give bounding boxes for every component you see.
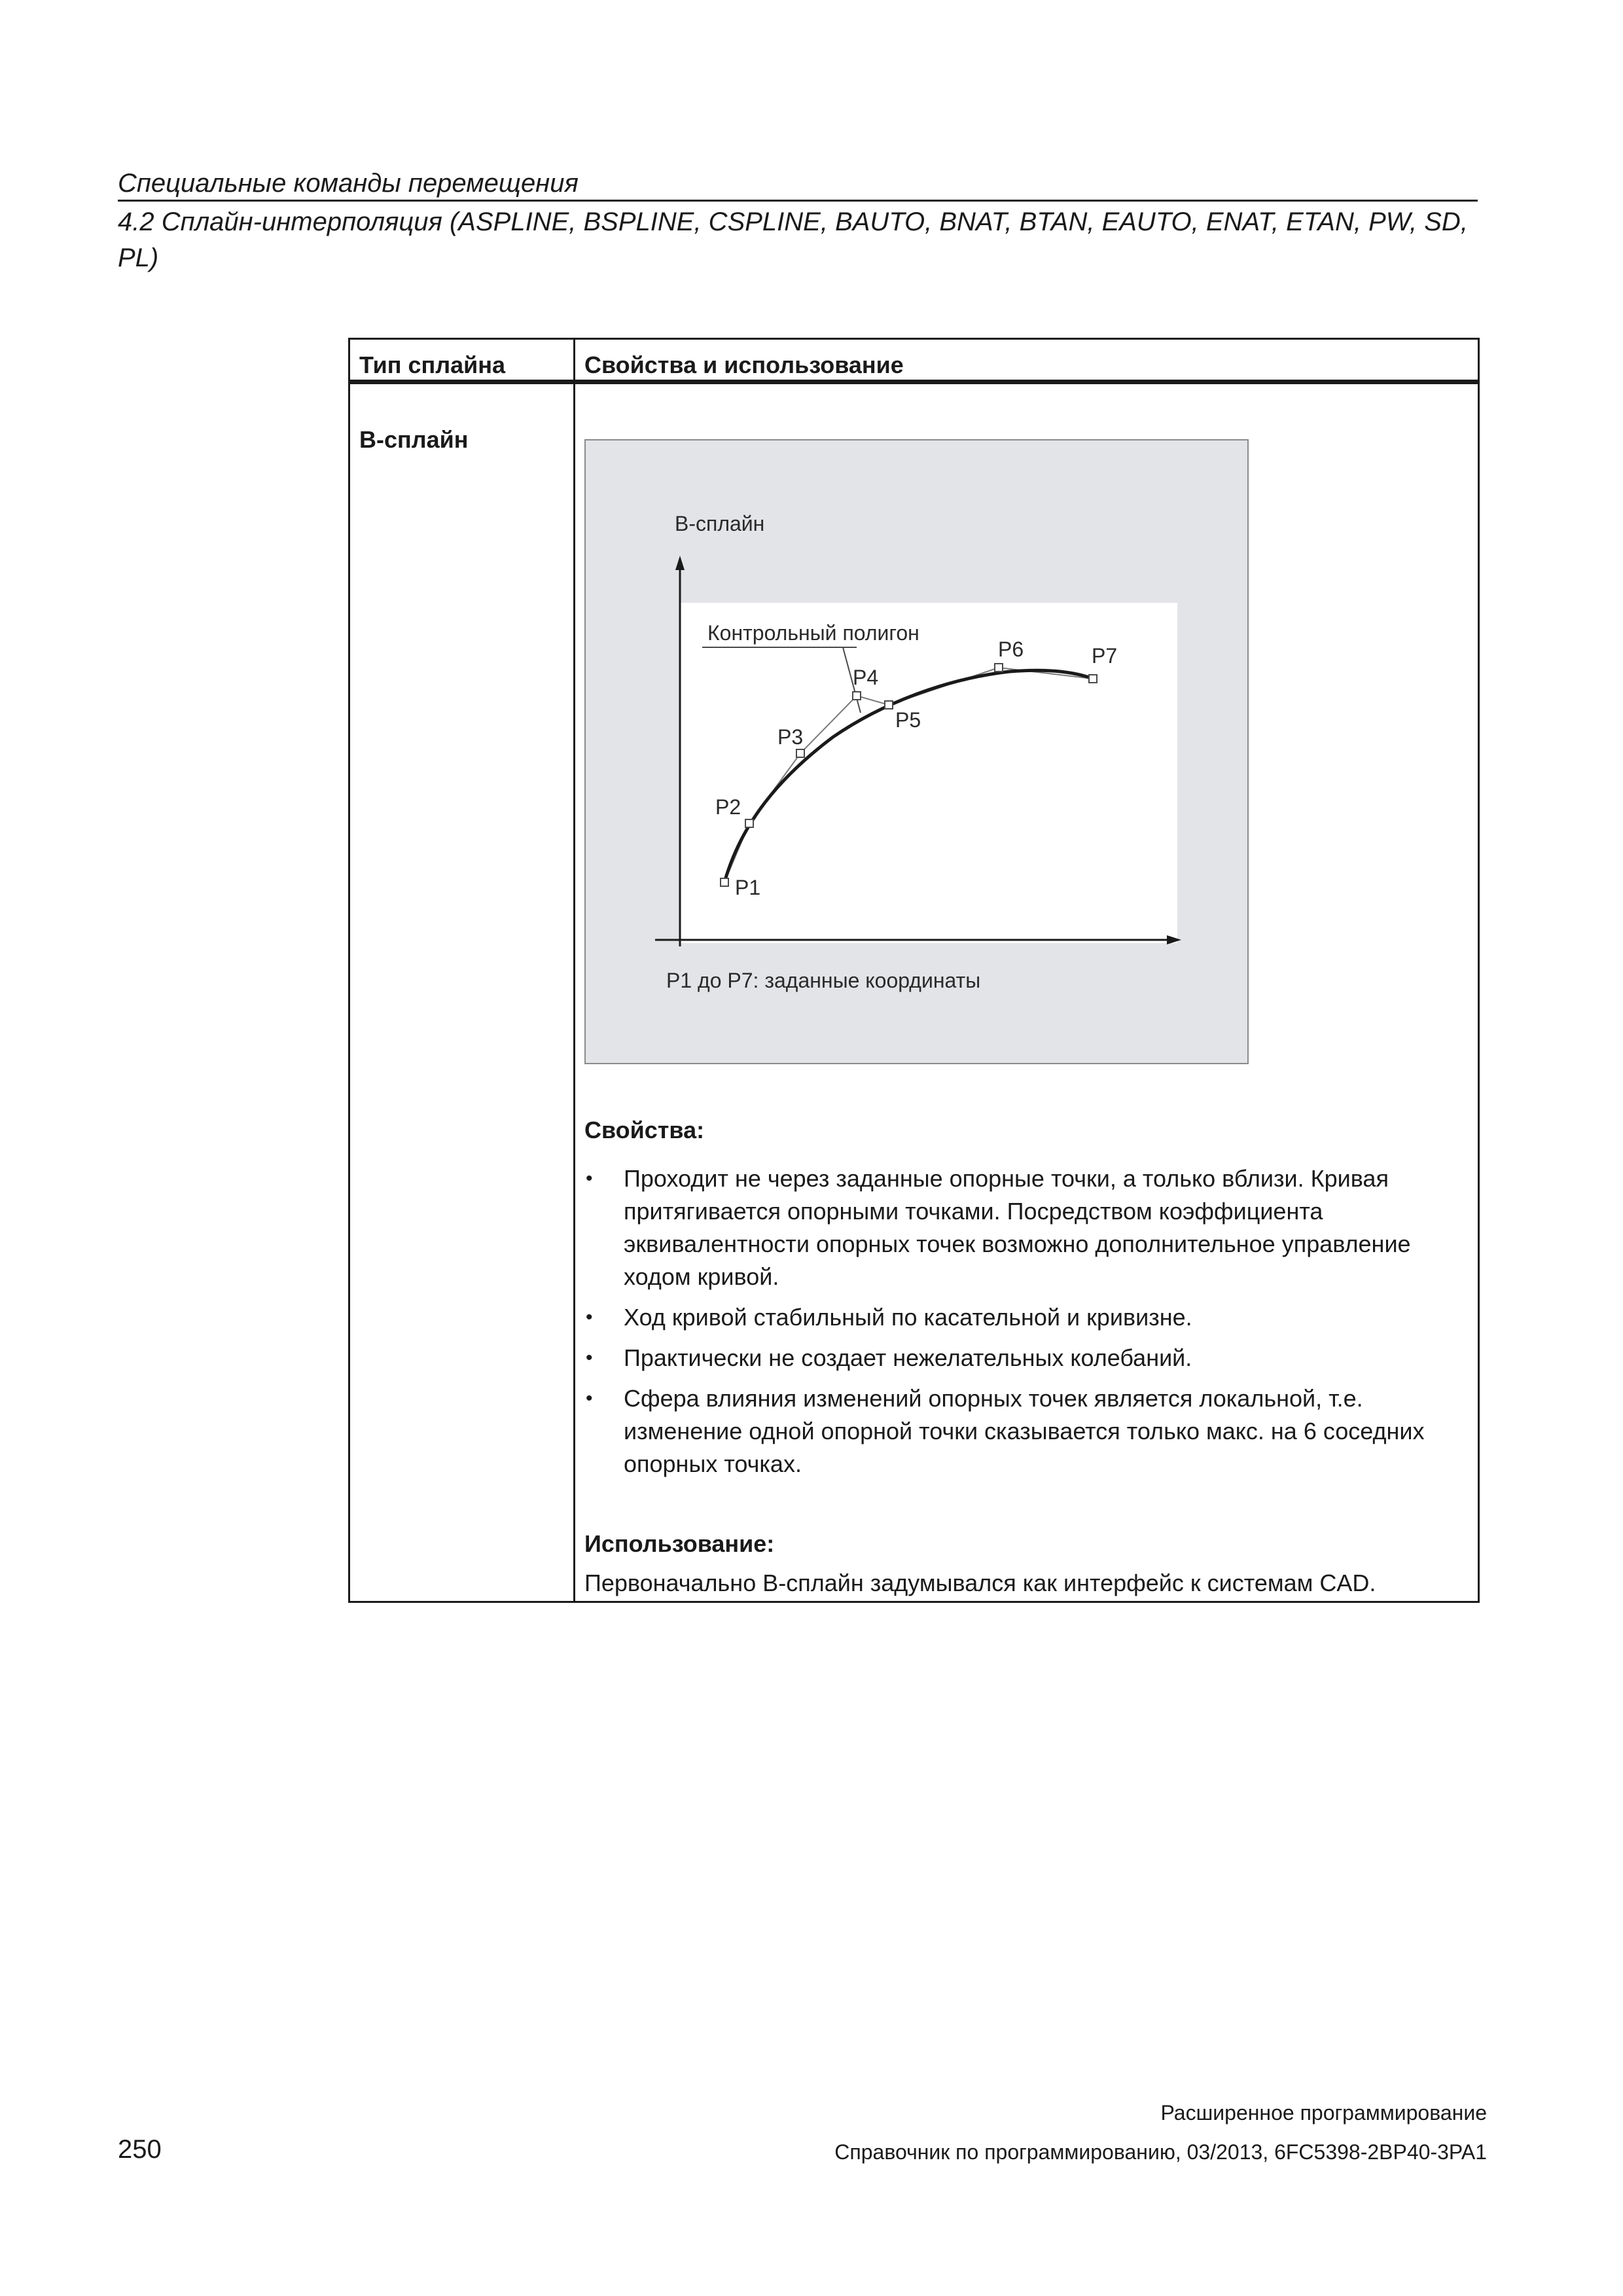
properties-heading: Свойства: [584, 1117, 705, 1143]
control-point-p6 [995, 664, 1003, 672]
usage-heading: Использование: [584, 1530, 775, 1557]
figure-caption: P1 до P7: заданные координаты [666, 969, 981, 992]
property-text: Практически не создает нежелательных колебаний. [624, 1344, 1192, 1371]
row-properties-cell [575, 382, 1479, 1602]
label-p2: P2 [715, 795, 741, 819]
footer-manual-title: Расширенное программирование [1160, 2101, 1487, 2125]
row-title: B-сплайн [359, 426, 469, 453]
control-point-p3 [796, 749, 804, 757]
bullet-icon: • [586, 1388, 593, 1409]
list-item [584, 1162, 1470, 1293]
property-text: Ход кривой стабильный по касательной и кривизне. [624, 1304, 1192, 1331]
control-point-p2 [745, 819, 753, 827]
control-point-p7 [1089, 675, 1097, 683]
list-item [584, 1301, 1470, 1334]
list-item [584, 1342, 1470, 1374]
bullet-icon: • [586, 1306, 593, 1328]
subsection-title: 4.2 Сплайн-интерполяция (ASPLINE, BSPLINE, CSPLINE, BAUTO, BNAT, BTAN, EAUTO, ENAT, ETAN, PW, SD, PL) [118, 207, 1468, 272]
bspline-diagram [584, 439, 1249, 1064]
table-header-row [349, 339, 1479, 382]
control-point-p1 [721, 878, 728, 886]
label-p7: P7 [1092, 644, 1118, 668]
properties-list [584, 1162, 1470, 1480]
control-polygon-label: Контрольный полигон [707, 621, 919, 645]
col-header-properties: Свойства и использование [575, 339, 1479, 382]
table-row [349, 382, 1479, 1602]
page-number: 250 [118, 2135, 162, 2164]
control-point-p4 [853, 692, 861, 700]
list-item [584, 1382, 1470, 1480]
label-p6: P6 [998, 637, 1024, 661]
row-spline-cell [349, 382, 575, 1602]
bullet-icon: • [586, 1168, 593, 1189]
label-p3: P3 [777, 725, 804, 749]
bullet-icon: • [586, 1347, 593, 1369]
label-p1: P1 [735, 876, 761, 899]
label-p5: P5 [895, 708, 921, 732]
control-point-p5 [885, 701, 893, 709]
footer-reference: Справочник по программированию, 03/2013, 6FC5398-2BP40-3PA1 [834, 2140, 1487, 2164]
spline-type-table [348, 338, 1480, 1603]
label-p4: P4 [853, 666, 879, 689]
bspline-figure [584, 439, 1249, 1064]
property-text: Сфера влияния изменений опорных точек является локальной, т.е. изменение одной опорной точки сказывается только макс. на 6 соседних опорных точках. [624, 1385, 1425, 1477]
figure-title: B-сплайн [675, 512, 765, 535]
section-title: Специальные команды перемещения [118, 169, 579, 198]
col-header-spline-type: Тип сплайна [349, 339, 575, 382]
header-divider [118, 200, 1478, 202]
property-text: Проходит не через заданные опорные точки, а только вблизи. Кривая притягивается опорными точками. Посредством коэффициента эквивалентности опорных точек возможно дополнительное управление ходом кривой. [624, 1165, 1411, 1290]
usage-text: Первоначально B-сплайн задумывался как интерфейс к системам CAD. [584, 1570, 1376, 1596]
